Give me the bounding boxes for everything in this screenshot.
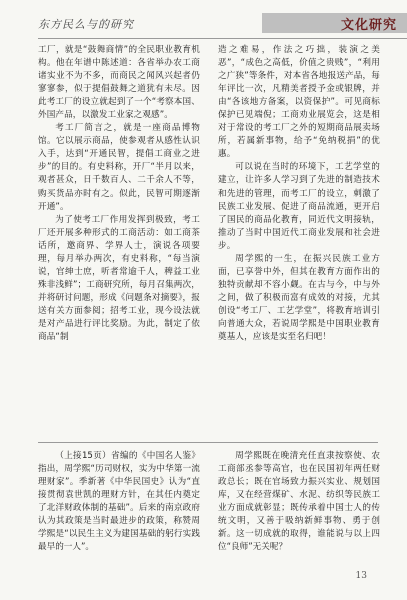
continued-right-column [218, 450, 380, 554]
section-header-bar [262, 13, 407, 33]
left-paragraph-2: 考工厂简言之，就是一座商品博物馆。它以展示商品，使参观者从感性认识入手，达到“开通民智，提倡工商业之进步”的目的。有史料称，开厂“半月以来，观者甚众，日千数百人、二千余人不等，购买货品亦时有之。似此，民智可期逐渐开通”。 [38, 123, 200, 212]
header-divider [38, 38, 407, 39]
article-left-column [38, 44, 200, 344]
continued-left-column [38, 450, 200, 554]
left-paragraph-1: 工厂，就是“鼓舞商情”的全民职业教育机构。他在年谱中陈述道：各省举办农工商诸实业不为不多，而商民之闻风兴起者仍寥寥参，似于提倡鼓舞之道犹有未尽。因此考工厂的设立就起到了一个“考察本国、外国产品，以激发工业家之观感”。 [38, 45, 200, 121]
right-paragraph-2: 可以说在当时的环境下，工艺学堂的建立，让许多人学习到了先进的制造技术和先进的管理，而考工厂的设立，刺激了民族工业发展、促进了商品流通，更开启了国民的商品化教育，同近代文明接轨，推动了当时中国近代工商业发展和社会进步。 [218, 162, 380, 251]
section-title: 文化研究 [340, 18, 397, 33]
right-paragraph-1: 造之难易，作法之巧拙，装演之美恶”，“成色之高低，价值之贵贱”，“利用之广狭”等条件，对本省各地报送产品，每年评比一次，凡精美者授予金或银牌，并由“各该地方备案，以资保护”。可见商标保护已见端倪；工商劝业展览会，这是相对于常设的考工厂之外的短期商品展卖场所，若属新事物，给予“免纳税捐”的优惠。 [218, 45, 380, 160]
continued-paragraph-left: （上接15页）省编的《中国名人鉴》指出，周学熙“历司财权，实为中华第一流理财家”。季新著《中华民国史》认为“直接贯彻袁世凯的理财方针，在其任内奠定了北洋财政体制的基础”。后来的南京政府认为其政策是当时最进步的政策，称赞周学熙是“以民生主义为建国基础的躬行实践最早的一人”。 [38, 451, 200, 553]
article-divider [38, 442, 378, 443]
left-paragraph-3: 为了使考工厂作用发挥到极致，考工厂还开展多种形式的工商活动：如工商茶话所，邀商界、学界人士，演说各项要理，每月举办两次，有史料称，“每当演说，官绅士庶，听者常逾千人，稗益工业殊非浅鲜”；工商研究所，每月召集两次，并将研讨问题，形成《问题条对摘要》，报送有关方面参阅；招考工业，现今设法就是对产品进行评比奖励。为此，制定了依商品“制 [38, 214, 200, 343]
continued-paragraph-right: 周学熙既在晚清充任直隶按察使、农工商部丞参等高官，也在民国初年两任财政总长；既在官场致力振兴实业、规划国库，又在经营煤矿、水泥、纺织等民族工业方面成就彰显；既传承着中国士人的传统文明，又善于吸纳新鲜事物、勇于创新。这一切成就的取得，谁能说与以上四位“良师”无关呢？ [218, 451, 380, 553]
article-right-column [218, 44, 380, 344]
journal-name: 东方民么与的研究 [38, 18, 134, 31]
right-paragraph-3: 周学熙的一生，在振兴民族工业方面，已享誉中外，但其在教育方面作出的独特贡献却不容小觑。在古与今，中与外之间，做了积极而富有成效的对接，尤其创设“考工厂、工艺学堂”，将教育培训引向普通大众，若说周学熙是中国职业教育奠基人，应该是实至名归吧！ [218, 253, 380, 343]
page-number: 13 [355, 571, 367, 581]
